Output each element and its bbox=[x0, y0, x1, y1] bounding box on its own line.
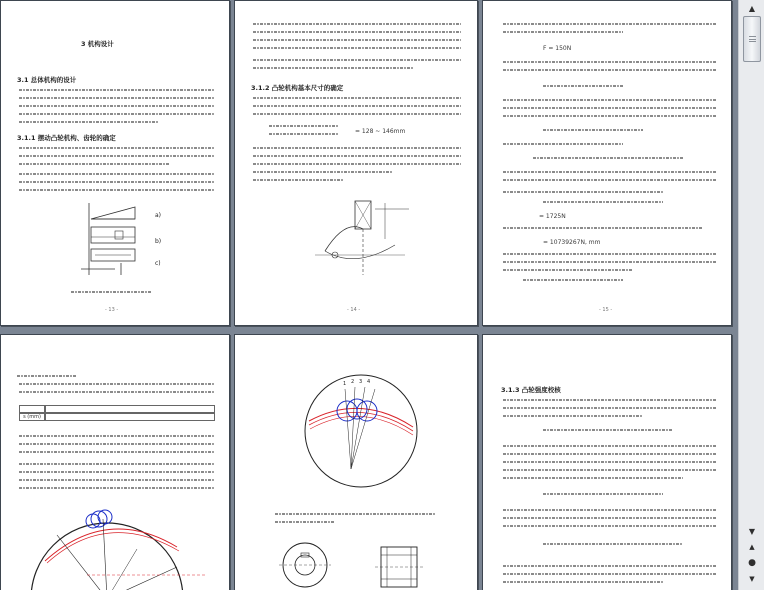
formula-force: F = 150N bbox=[543, 45, 572, 52]
formula-result: = 128 ~ 146mm bbox=[355, 128, 406, 135]
fig-label-a: a) bbox=[155, 212, 162, 219]
formula-result-2: = 10739267N, mm bbox=[543, 239, 601, 246]
double-arrow-up-icon: ▲ bbox=[749, 543, 755, 551]
section-heading: 3.1.3 凸轮强度校核 bbox=[501, 386, 561, 394]
svg-text:4: 4 bbox=[367, 379, 371, 385]
scroll-down-button[interactable] bbox=[742, 524, 762, 538]
chapter-heading: 3 机构设计 bbox=[81, 40, 114, 48]
grip-icon bbox=[749, 36, 756, 42]
table-row-label: s (mm) bbox=[19, 413, 45, 421]
gear-section-figure bbox=[275, 535, 445, 590]
cam-circle-figure bbox=[301, 369, 421, 493]
next-page-button[interactable] bbox=[742, 572, 762, 586]
svg-text:2: 2 bbox=[351, 379, 355, 385]
fig-label-b: b) bbox=[155, 238, 162, 245]
scrollbar-thumb[interactable] bbox=[743, 16, 761, 62]
double-arrow-down-icon: ▼ bbox=[749, 575, 755, 583]
document-page-6 bbox=[482, 334, 732, 590]
document-page-1 bbox=[0, 0, 230, 326]
svg-text:3: 3 bbox=[359, 379, 363, 385]
browse-object-icon: ● bbox=[748, 558, 756, 568]
page-number: - 15 - bbox=[599, 307, 613, 313]
document-page-4 bbox=[0, 334, 230, 590]
select-browse-object-button[interactable] bbox=[742, 556, 762, 570]
page-number: - 14 - bbox=[347, 307, 361, 313]
section-heading: 3.1.2 凸轮机构基本尺寸的确定 bbox=[251, 84, 344, 92]
subsection-heading: 3.1.1 摆动凸轮机构、齿轮的确定 bbox=[17, 134, 116, 142]
document-page-2 bbox=[234, 0, 478, 326]
formula-result-1: = 1725N bbox=[539, 213, 566, 220]
section-heading: 3.1 总体机构的设计 bbox=[17, 76, 77, 84]
arrow-down-icon: ▼ bbox=[748, 526, 756, 536]
document-page-5 bbox=[234, 334, 478, 590]
page-number: - 13 - bbox=[105, 307, 119, 313]
mechanism-figure bbox=[75, 197, 185, 279]
vertical-scrollbar[interactable] bbox=[738, 0, 764, 590]
fig-label-c: c) bbox=[155, 260, 161, 267]
arrow-up-icon: ▲ bbox=[748, 3, 756, 13]
scroll-up-button[interactable] bbox=[742, 1, 762, 15]
document-page-3 bbox=[482, 0, 732, 326]
previous-page-button[interactable] bbox=[742, 540, 762, 554]
cam-profile-figure bbox=[27, 495, 217, 590]
svg-text:1: 1 bbox=[343, 381, 347, 387]
cam-diagram bbox=[305, 189, 425, 279]
